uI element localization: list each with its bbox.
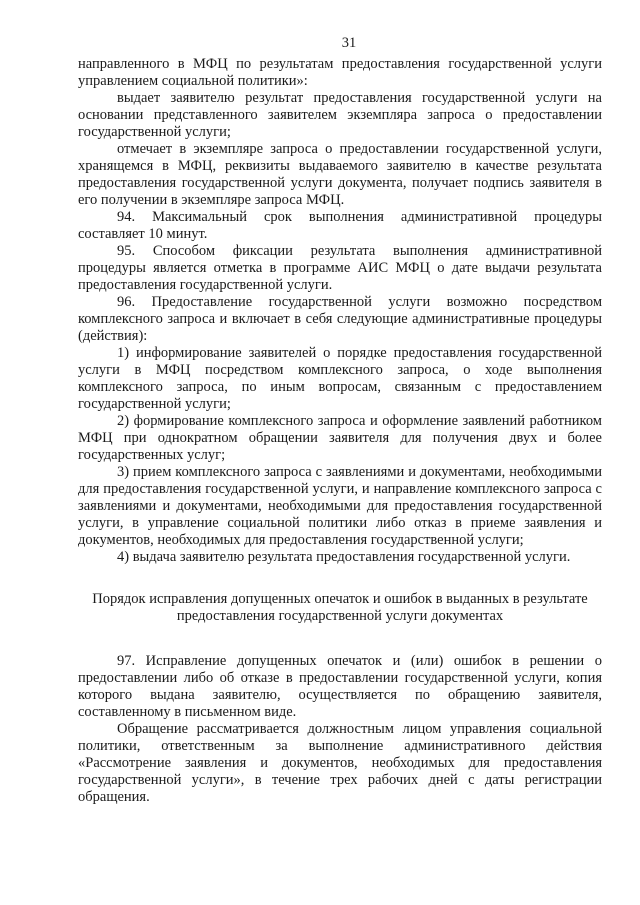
paragraph-96: 96. Предоставление государственной услуги возможно посредством комплексного запроса и включает в себя следующие административные процедуры (действия):	[78, 294, 602, 344]
list-item-2: 2) формирование комплексного запроса и оформление заявлений работником МФЦ при однократном обращении заявителя для получения двух и более государственных услуг;	[78, 413, 602, 463]
paragraph-mark-request: отмечает в экземпляре запроса о предоставлении государственной услуги, хранящемся в МФЦ, реквизиты выдаваемого заявителю в качестве результата предоставления государственной услуги документа, получает подпись заявителя в его получении в экземпляре запроса МФЦ.	[78, 141, 602, 208]
paragraph-97: 97. Исправление допущенных опечаток и (или) ошибок в решении о предоставлении либо об отказе в предоставлении государственной услуги, копия которого выдана заявителю, осуществляется по обращению заявителя, составленному в письменном виде.	[78, 653, 602, 720]
paragraph-continuation: направленного в МФЦ по результатам предоставления государственной услуги управлением социальной политики»:	[78, 56, 602, 89]
paragraph-95: 95. Способом фиксации результата выполнения административной процедуры является отметка в программе АИС МФЦ о дате выдачи результата предоставления государственной услуги.	[78, 243, 602, 293]
paragraph-issue-result: выдает заявителю результат предоставления государственной услуги на основании представленного заявителем экземпляра запроса о предоставлении государственной услуги;	[78, 90, 602, 140]
list-item-3: 3) прием комплексного запроса с заявлениями и документами, необходимыми для предоставления государственной услуги, и направление комплексного запроса с заявлениями и документами, необходимыми для предоставления государственной услуги, в управление социальной политики либо отказ в приеме заявления и документов, необходимых для предоставления государственной услуги;	[78, 464, 602, 548]
body-text-bottom	[78, 653, 602, 806]
list-item-1: 1) информирование заявителей о порядке предоставления государственной услуги в МФЦ посредством комплексного запроса, о ходе выполнения комплексного запроса, по иным вопросам, связанным с предоставлением государственной услуги;	[78, 345, 602, 412]
section-heading-line-1: Порядок исправления допущенных опечаток и ошибок в выданных в результате	[92, 591, 588, 607]
section-heading-line-2: предоставления государственной услуги документах	[176, 608, 504, 624]
body-text-top	[78, 56, 602, 566]
paragraph-appeal-review: Обращение рассматривается должностным лицом управления социальной политики, ответственным за выполнение административного действия «Рассмотрение заявления и документов, необходимых для предоставления государственной услуги», в течение трех рабочих дней с даты регистрации обращения.	[78, 721, 602, 805]
page-number: 31	[341, 35, 357, 51]
section-heading	[78, 591, 602, 625]
list-item-4: 4) выдача заявителю результата предоставления государственной услуги.	[117, 549, 571, 565]
paragraph-94: 94. Максимальный срок выполнения административной процедуры составляет 10 минут.	[78, 209, 602, 242]
